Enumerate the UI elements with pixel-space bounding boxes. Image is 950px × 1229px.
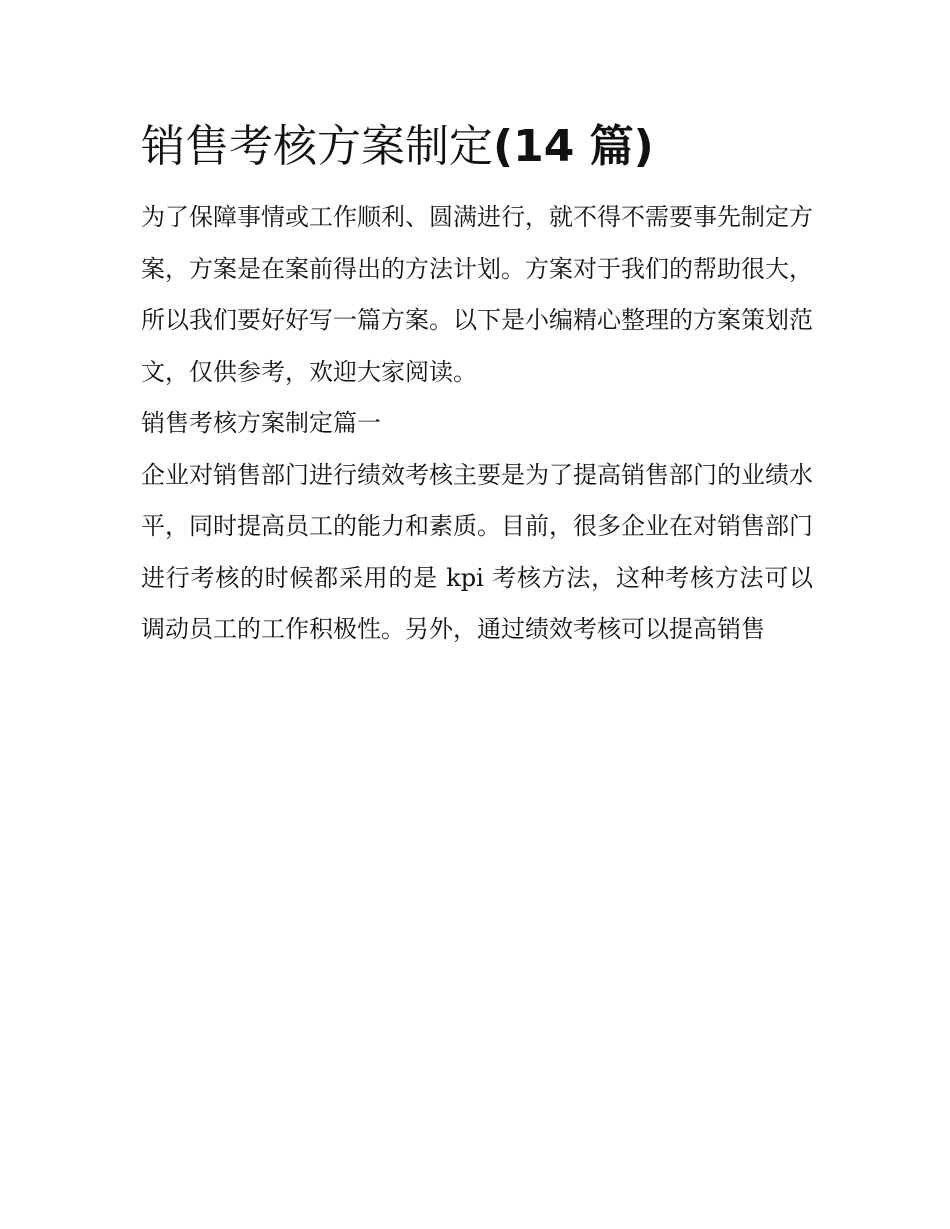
section-paragraph: 企业对销售部门进行绩效考核主要是为了提高销售部门的业绩水平，同时提高员工的能力和素质。目前，很多企业在对销售部门进行考核的时候都采用的是 kpi 考核方法，这种考核方法可以调动员工的工作积极性。另外，通过绩效考核可以提高销售: [141, 460, 813, 643]
section-heading: 销售考核方案制定篇一: [141, 409, 381, 437]
document-title-main: 销售考核方案制定: [141, 121, 493, 172]
document-title-suffix: (14 篇): [493, 121, 654, 172]
intro-paragraph: 为了保障事情或工作顺利、圆满进行，就不得不需要事先制定方案，方案是在案前得出的方法计划。方案对于我们的帮助很大，所以我们要好好写一篇方案。以下是小编精心整理的方案策划范文，仅供参考，欢迎大家阅读。: [141, 203, 813, 386]
document-content: [141, 112, 813, 656]
document-title: [141, 112, 813, 182]
